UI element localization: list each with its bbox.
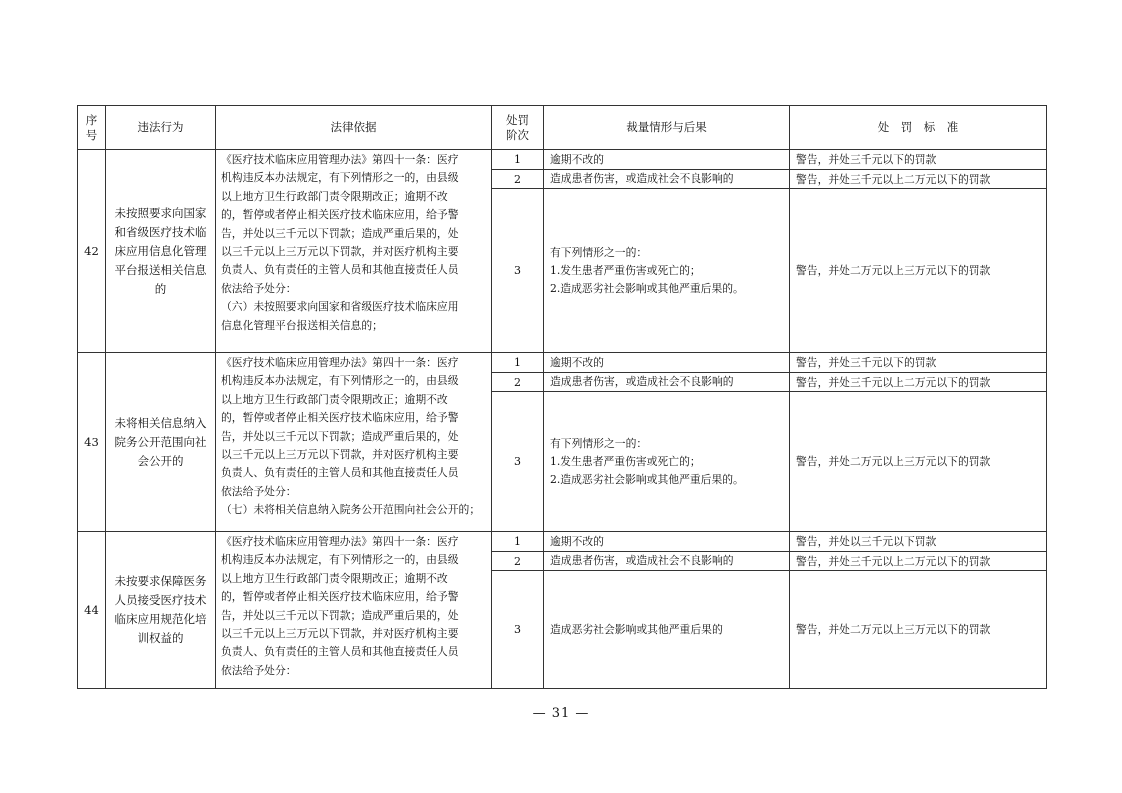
penalty-level-cell: 3 bbox=[492, 392, 544, 532]
penalty-level-cell: 1 bbox=[492, 353, 544, 373]
legal-basis-cell bbox=[216, 353, 492, 532]
header-legal-basis: 法律依据 bbox=[216, 106, 492, 150]
circumstance-cell bbox=[544, 150, 790, 170]
violation-cell: 未按要求保障医务人员接受医疗技术临床应用规范化培训权益的 bbox=[106, 532, 216, 689]
circumstance-line: 有下列情形之一的： bbox=[550, 436, 648, 450]
legal-basis-line: 的，暂停或者停止相关医疗技术临床应用，给予警 bbox=[221, 208, 459, 222]
circumstance-line: 造成恶劣社会影响或其他严重后果的 bbox=[550, 622, 723, 636]
circumstance-cell bbox=[544, 552, 790, 571]
circumstance-line: 造成患者伤害，或造成社会不良影响的 bbox=[550, 172, 734, 185]
legal-basis-cell bbox=[216, 150, 492, 353]
row-seq-number: 44 bbox=[78, 532, 106, 689]
legal-basis-line: 《医疗技术临床应用管理办法》第四十一条：医疗 bbox=[221, 153, 459, 166]
circumstance-cell bbox=[544, 373, 790, 392]
penalty-level-cell: 2 bbox=[492, 373, 544, 392]
legal-basis-line: 负责人、负有责任的主管人员和其他直接责任人员 bbox=[221, 466, 459, 480]
table-header-row bbox=[78, 106, 1047, 150]
header-penalty-standard: 处 罚 标 准 bbox=[790, 106, 1047, 150]
circumstance-line: 1.发生患者严重伤害或死亡的； bbox=[550, 263, 701, 277]
legal-basis-line: 告，并处以三千元以下罚款；造成严重后果的，处 bbox=[221, 608, 459, 622]
circumstance-line: 有下列情形之一的： bbox=[550, 245, 648, 259]
legal-basis-line: 机构违反本办法规定，有下列情形之一的，由县级 bbox=[221, 553, 459, 567]
legal-basis-line: 以三千元以上三万元以下罚款，并对医疗机构主要 bbox=[221, 245, 459, 259]
row-seq-number: 42 bbox=[78, 150, 106, 353]
header-seq: 序 号 bbox=[78, 106, 106, 150]
legal-basis-line: 告，并处以三千元以下罚款；造成严重后果的，处 bbox=[221, 429, 459, 443]
legal-basis-line: 以上地方卫生行政部门责令限期改正；逾期不改 bbox=[221, 189, 448, 203]
page-number: — 31 — bbox=[532, 706, 590, 721]
penalty-level-cell: 1 bbox=[492, 532, 544, 552]
penalty-standard-cell: 警告，并处三千元以下的罚款 bbox=[790, 353, 1047, 373]
legal-basis-line: （六）未按照要求向国家和省级医疗技术临床应用 bbox=[221, 300, 459, 314]
legal-basis-line: 以三千元以上三万元以下罚款，并对医疗机构主要 bbox=[221, 448, 459, 462]
violation-cell: 未按照要求向国家和省级医疗技术临床应用信息化管理平台报送相关信息的 bbox=[106, 150, 216, 353]
legal-basis-line: 负责人、负有责任的主管人员和其他直接责任人员 bbox=[221, 645, 459, 659]
row-seq-number: 43 bbox=[78, 353, 106, 532]
circumstance-line: 造成患者伤害，或造成社会不良影响的 bbox=[550, 375, 734, 388]
header-violation: 违法行为 bbox=[106, 106, 216, 150]
circumstance-cell bbox=[544, 170, 790, 189]
circumstance-line: 1.发生患者严重伤害或死亡的； bbox=[550, 454, 701, 468]
header-penalty-level: 处罚 阶次 bbox=[492, 106, 544, 150]
legal-basis-line: 依法给予处分： bbox=[221, 663, 297, 677]
penalty-standard-cell: 警告，并处三千元以下的罚款 bbox=[790, 150, 1047, 170]
penalty-standard-cell: 警告，并处二万元以上三万元以下的罚款 bbox=[790, 571, 1047, 689]
legal-basis-line: 负责人、负有责任的主管人员和其他直接责任人员 bbox=[221, 263, 459, 277]
penalty-standard-cell: 警告，并处以三千元以下罚款 bbox=[790, 532, 1047, 552]
legal-basis-line: 机构违反本办法规定，有下列情形之一的，由县级 bbox=[221, 171, 459, 185]
circumstance-cell bbox=[544, 571, 790, 689]
circumstance-line: 造成患者伤害，或造成社会不良影响的 bbox=[550, 554, 734, 567]
legal-basis-line: 依法给予处分： bbox=[221, 281, 297, 295]
table-row bbox=[78, 353, 1047, 373]
table-row bbox=[78, 150, 1047, 170]
penalty-level-cell: 2 bbox=[492, 170, 544, 189]
legal-basis-line: 的，暂停或者停止相关医疗技术临床应用，给予警 bbox=[221, 590, 459, 604]
table-body bbox=[78, 150, 1047, 689]
circumstance-line: 2.造成恶劣社会影响或其他严重后果的。 bbox=[550, 472, 744, 486]
legal-basis-line: （七）未将相关信息纳入院务公开范围向社会公开的； bbox=[221, 503, 481, 517]
legal-basis-line: 机构违反本办法规定，有下列情形之一的，由县级 bbox=[221, 374, 459, 388]
penalty-level-cell: 2 bbox=[492, 552, 544, 571]
legal-basis-line: 以上地方卫生行政部门责令限期改正；逾期不改 bbox=[221, 392, 448, 406]
legal-basis-line: 《医疗技术临床应用管理办法》第四十一条：医疗 bbox=[221, 356, 459, 369]
legal-basis-line: 以上地方卫生行政部门责令限期改正；逾期不改 bbox=[221, 571, 448, 585]
legal-basis-line: 依法给予处分： bbox=[221, 484, 297, 498]
circumstance-line: 逾期不改的 bbox=[550, 534, 604, 548]
circumstance-line: 2.造成恶劣社会影响或其他严重后果的。 bbox=[550, 281, 744, 295]
header-circumstances: 裁量情形与后果 bbox=[544, 106, 790, 150]
circumstance-cell bbox=[544, 532, 790, 552]
circumstance-line: 逾期不改的 bbox=[550, 152, 604, 166]
legal-basis-cell bbox=[216, 532, 492, 689]
legal-basis-line: 的，暂停或者停止相关医疗技术临床应用，给予警 bbox=[221, 411, 459, 425]
legal-basis-line: 以三千元以上三万元以下罚款，并对医疗机构主要 bbox=[221, 627, 459, 641]
penalty-standard-cell: 警告，并处二万元以上三万元以下的罚款 bbox=[790, 392, 1047, 532]
penalty-standard-cell: 警告，并处三千元以上二万元以下的罚款 bbox=[790, 170, 1047, 189]
circumstance-cell bbox=[544, 353, 790, 373]
table-row bbox=[78, 532, 1047, 552]
circumstance-line: 逾期不改的 bbox=[550, 355, 604, 369]
legal-basis-line: 《医疗技术临床应用管理办法》第四十一条：医疗 bbox=[221, 535, 459, 548]
violation-cell: 未将相关信息纳入院务公开范围向社会公开的 bbox=[106, 353, 216, 532]
penalty-standard-cell: 警告，并处三千元以上二万元以下的罚款 bbox=[790, 373, 1047, 392]
penalty-level-cell: 3 bbox=[492, 571, 544, 689]
legal-basis-line: 告，并处以三千元以下罚款；造成严重后果的，处 bbox=[221, 226, 459, 240]
penalty-standard-cell: 警告，并处三千元以上二万元以下的罚款 bbox=[790, 552, 1047, 571]
circumstance-cell bbox=[544, 189, 790, 353]
penalty-level-cell: 3 bbox=[492, 189, 544, 353]
legal-basis-line: 信息化管理平台报送相关信息的； bbox=[221, 318, 383, 332]
penalty-standards-table bbox=[77, 105, 1047, 689]
penalty-standard-cell: 警告，并处二万元以上三万元以下的罚款 bbox=[790, 189, 1047, 353]
penalty-level-cell: 1 bbox=[492, 150, 544, 170]
circumstance-cell bbox=[544, 392, 790, 532]
